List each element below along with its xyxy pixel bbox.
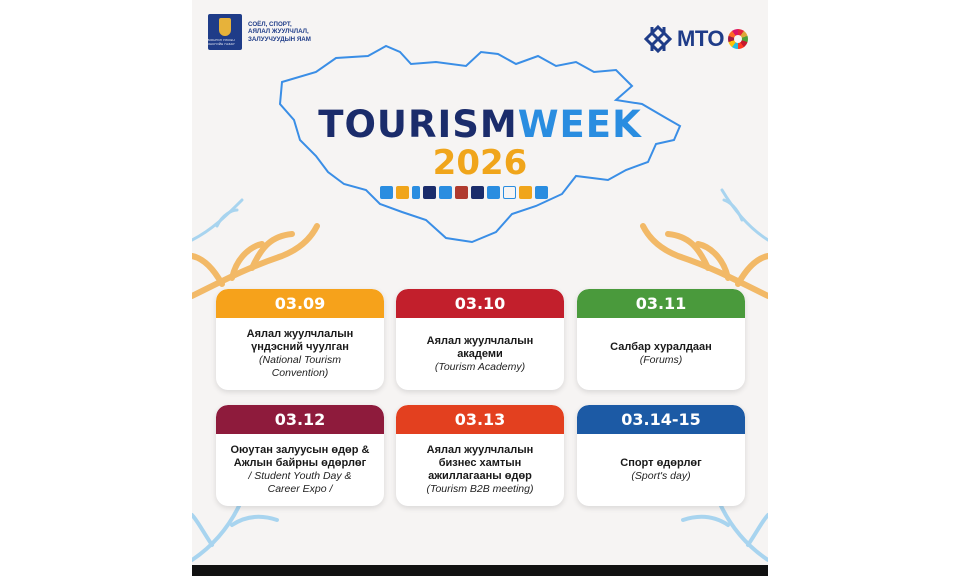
event-title-mn: Оюутан залуусын өдөр & bbox=[230, 444, 370, 456]
event-details bbox=[216, 318, 384, 390]
archer-icon bbox=[519, 186, 532, 199]
event-poster bbox=[192, 0, 768, 576]
snowflake-icon bbox=[439, 186, 452, 199]
snowflake-icon bbox=[380, 186, 393, 199]
blue-branch-decoration bbox=[192, 190, 252, 250]
event-title-en: (Forums) bbox=[639, 354, 683, 366]
event-title-mn: ажиллагааны өдөр bbox=[428, 470, 532, 482]
poster-year: 2026 bbox=[432, 143, 528, 183]
pattern-icon bbox=[471, 186, 484, 199]
state-emblem-icon bbox=[208, 14, 242, 50]
ministry-line: СОЁЛ, СПОРТ, bbox=[248, 20, 292, 28]
title-tourism: TOURISM bbox=[318, 103, 518, 146]
event-details bbox=[577, 318, 745, 390]
event-title-en: / Student Youth Day & bbox=[248, 470, 352, 482]
event-title-en: (Tourism Academy) bbox=[434, 360, 526, 373]
event-date: 03.09 bbox=[216, 289, 384, 318]
ministry-line: ЗАЛУУЧУУДЫН ЯАМ bbox=[248, 35, 311, 43]
dancer-icon bbox=[423, 186, 436, 199]
event-date: 03.13 bbox=[396, 405, 564, 434]
wrestler-icon bbox=[455, 186, 468, 199]
bear-icon bbox=[396, 186, 409, 199]
event-details bbox=[396, 318, 564, 390]
event-card[interactable] bbox=[577, 405, 745, 506]
emblem-caption: МОНГОЛ УЛСЫН ЗАСГИЙН ГАЗАР bbox=[208, 38, 235, 46]
event-date: 03.10 bbox=[396, 289, 564, 318]
poster-title bbox=[192, 103, 768, 146]
blue-branch-decoration bbox=[712, 180, 768, 250]
event-title-mn: Аялал жуулчлалын bbox=[426, 444, 534, 456]
event-details bbox=[216, 434, 384, 506]
event-title-en: (Sport's day) bbox=[631, 470, 691, 482]
event-card[interactable] bbox=[396, 405, 564, 506]
event-title-mn: академи bbox=[457, 347, 503, 360]
event-title-mn: Салбар хуралдаан bbox=[610, 341, 712, 353]
mto-wordmark: MTO bbox=[677, 26, 724, 51]
event-title-mn: Аялал жуулчлалын bbox=[246, 328, 354, 340]
event-title-mn: бизнес хамтын bbox=[438, 457, 522, 469]
event-card[interactable] bbox=[396, 289, 564, 390]
event-date: 03.11 bbox=[577, 289, 745, 318]
ministry-name bbox=[248, 21, 338, 44]
event-title-en: (National Tourism bbox=[259, 354, 341, 366]
event-title-mn: Аялал жуулчлалын bbox=[426, 334, 534, 347]
event-title-mn: Ажлын байрны өдөрлөг bbox=[233, 457, 367, 469]
crown-icon bbox=[535, 186, 548, 199]
event-card[interactable] bbox=[216, 289, 384, 390]
event-title-mn: Спорт өдөрлөг bbox=[620, 457, 702, 469]
event-date: 03.14-15 bbox=[577, 405, 745, 434]
title-week: WEEK bbox=[517, 103, 642, 146]
event-title-mn: үндэсний чуулган bbox=[251, 341, 349, 353]
event-card[interactable] bbox=[216, 405, 384, 506]
activity-icons-strip bbox=[380, 186, 548, 199]
knot-icon bbox=[412, 186, 420, 199]
sdg-wheel-icon bbox=[728, 29, 748, 49]
event-title-en: Convention) bbox=[271, 367, 329, 379]
event-title-en: Career Expo / bbox=[267, 483, 333, 495]
event-card[interactable] bbox=[577, 289, 745, 390]
figure-icon bbox=[503, 186, 516, 199]
event-details bbox=[577, 434, 745, 506]
bottom-bar bbox=[192, 565, 768, 576]
ministry-line: АЯЛАЛ ЖУУЛЧЛАЛ, bbox=[248, 28, 309, 36]
event-title-en: (Tourism B2B meeting) bbox=[426, 483, 534, 495]
event-details bbox=[396, 434, 564, 506]
snowflake-icon bbox=[487, 186, 500, 199]
event-date: 03.12 bbox=[216, 405, 384, 434]
